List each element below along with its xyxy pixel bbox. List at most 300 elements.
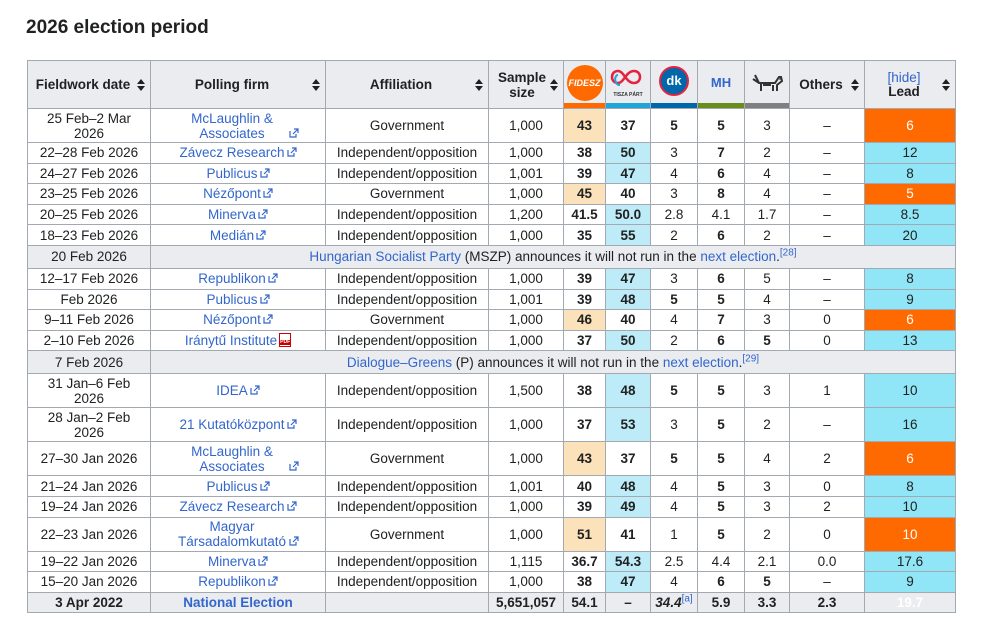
external-link-icon <box>258 556 268 566</box>
dk-number: 34.4 <box>655 595 682 611</box>
lead-value: 8 <box>865 268 956 289</box>
sample-size-cell: 1,000 <box>489 496 564 517</box>
fidesz-color-bar <box>564 103 605 108</box>
affiliation-cell: Independent/opposition <box>326 374 489 408</box>
others-value: – <box>790 184 865 205</box>
dk-logo: dk <box>659 66 689 96</box>
election-result-row <box>28 592 956 613</box>
external-link-icon <box>263 314 273 324</box>
affiliation-cell: Independent/opposition <box>326 476 489 497</box>
pdf-icon <box>279 333 291 347</box>
tisza-logo-icon <box>608 67 648 89</box>
tisza-color-bar <box>606 103 650 108</box>
fidesz-value: 39 <box>564 163 606 184</box>
fidesz-value: 54.1 <box>564 592 606 613</box>
sample-size-cell: 1,200 <box>489 204 564 225</box>
external-link-icon <box>268 576 278 586</box>
reference-link[interactable]: [28] <box>779 247 797 259</box>
dk-value <box>651 310 698 331</box>
fidesz-value: 41.5 <box>564 204 606 225</box>
polling-firm-link[interactable]: 21 Kutatóközpont <box>179 417 285 433</box>
party-link[interactable]: Hungarian Socialist Party <box>309 249 461 265</box>
tisza-value: 48 <box>606 476 651 497</box>
footnote-link[interactable]: [a] <box>681 593 693 605</box>
party-link[interactable]: Dialogue–Greens <box>346 354 452 370</box>
affiliation-cell <box>326 592 489 613</box>
poll-row <box>28 204 956 225</box>
mh-logo: MH <box>710 75 732 90</box>
fidesz-value: 40 <box>564 476 606 497</box>
table-body <box>28 109 956 613</box>
mkkp-value: 1.7 <box>745 204 790 225</box>
sample-size-cell: 1,001 <box>489 289 564 310</box>
mh-value: 5 <box>698 476 745 497</box>
mkkp-value: 3 <box>745 496 790 517</box>
affiliation-cell: Independent/opposition <box>326 572 489 593</box>
affiliation-cell: Independent/opposition <box>326 225 489 246</box>
hide-link[interactable]: [hide] <box>887 69 921 85</box>
polling-firm-link[interactable]: National Election <box>183 595 293 611</box>
sample-size-cell: 1,000 <box>489 442 564 476</box>
mkkp-value: 3 <box>745 374 790 408</box>
tisza-value: 40 <box>606 184 651 205</box>
mh-value: 4.4 <box>698 551 745 572</box>
others-value: – <box>790 572 865 593</box>
external-link-icon <box>289 536 299 546</box>
dk-number: 2 <box>670 333 678 349</box>
tisza-value: 55 <box>606 225 651 246</box>
date-cell: Feb 2026 <box>28 289 151 310</box>
date-cell: 20 Feb 2026 <box>28 245 151 268</box>
poll-row <box>28 143 956 164</box>
lead-value: 9 <box>865 572 956 593</box>
dk-number: 1 <box>670 526 678 542</box>
lead-value: 5 <box>865 184 956 205</box>
lead-value: 17.6 <box>865 551 956 572</box>
date-cell: 19–22 Jan 2026 <box>28 551 151 572</box>
lead-value: 10 <box>865 517 956 551</box>
header-dk[interactable] <box>651 61 698 109</box>
next-election-link[interactable]: next election <box>662 354 739 370</box>
date-cell: 22–23 Jan 2026 <box>28 517 151 551</box>
mkkp-value: 4 <box>745 184 790 205</box>
lead-value: 20 <box>865 225 956 246</box>
header-mkkp[interactable] <box>745 61 790 109</box>
firm-cell <box>151 330 326 351</box>
mh-color-bar <box>698 103 744 108</box>
affiliation-cell: Independent/opposition <box>326 496 489 517</box>
tisza-value: 41 <box>606 517 651 551</box>
polling-firm-link[interactable]: Magyar Társadalomkutató <box>177 519 287 550</box>
dk-value <box>651 592 698 613</box>
lead-value: 6 <box>865 109 956 143</box>
polling-firm-link[interactable]: Nézőpont <box>203 186 261 202</box>
others-value: 0 <box>790 476 865 497</box>
mkkp-value: 5 <box>745 330 790 351</box>
date-cell: 3 Apr 2022 <box>28 592 151 613</box>
header-row <box>28 61 956 109</box>
dk-value <box>651 408 698 442</box>
dk-value <box>651 442 698 476</box>
poll-row <box>28 551 956 572</box>
affiliation-cell: Independent/opposition <box>326 163 489 184</box>
fidesz-value: 35 <box>564 225 606 246</box>
lead-value: 16 <box>865 408 956 442</box>
mh-value: 7 <box>698 143 745 164</box>
event-text: (P) announces it will not run in the <box>451 354 663 370</box>
affiliation-cell: Independent/opposition <box>326 330 489 351</box>
event-row <box>28 245 956 268</box>
section-title: 2026 election period <box>26 17 209 38</box>
dk-number: 5 <box>670 118 678 133</box>
poll-row <box>28 496 956 517</box>
fidesz-value: 37 <box>564 330 606 351</box>
tisza-value: 50.0 <box>606 204 651 225</box>
external-link-icon <box>256 230 266 240</box>
mkkp-value: 2 <box>745 517 790 551</box>
external-link-icon <box>268 273 278 283</box>
dk-value <box>651 109 698 143</box>
others-value: 2.3 <box>790 592 865 613</box>
affiliation-cell: Government <box>326 109 489 143</box>
event-description <box>151 351 956 374</box>
firm-cell <box>151 204 326 225</box>
date-cell: 18–23 Feb 2026 <box>28 225 151 246</box>
header-tisza[interactable] <box>606 61 651 109</box>
mkkp-value: 3.3 <box>745 592 790 613</box>
lead-value: 10 <box>865 374 956 408</box>
tisza-value: 50 <box>606 330 651 351</box>
external-link-icon <box>250 385 260 395</box>
firm-cell <box>151 143 326 164</box>
polling-firm-link[interactable]: Republikon <box>198 574 266 590</box>
fidesz-value: 37 <box>564 408 606 442</box>
others-value: – <box>790 143 865 164</box>
others-value: – <box>790 268 865 289</box>
mkkp-value: 4 <box>745 442 790 476</box>
others-value: 2 <box>790 496 865 517</box>
header-sample-size[interactable]: Sample size <box>489 61 564 109</box>
mkkp-value: 2.1 <box>745 551 790 572</box>
polling-firm-link[interactable]: McLaughlin & Associates <box>191 443 273 474</box>
header-mh[interactable] <box>698 61 745 109</box>
fidesz-value: 45 <box>564 184 606 205</box>
firm-cell <box>151 517 326 551</box>
lead-value: 9 <box>865 289 956 310</box>
poll-row <box>28 289 956 310</box>
dk-color-bar <box>651 103 697 108</box>
mkkp-value: 5 <box>745 268 790 289</box>
polling-table <box>27 60 956 613</box>
mh-value: 4.1 <box>698 204 745 225</box>
others-value: – <box>790 109 865 143</box>
date-cell: 7 Feb 2026 <box>28 351 151 374</box>
affiliation-cell: Government <box>326 442 489 476</box>
header-date[interactable]: Fieldwork date <box>28 61 151 109</box>
mh-value: 5 <box>698 496 745 517</box>
fidesz-value: 36.7 <box>564 551 606 572</box>
two-tailed-dog-icon <box>749 71 785 95</box>
lead-value: 8 <box>865 476 956 497</box>
mh-value: 5 <box>698 408 745 442</box>
polling-firm-link[interactable]: Minerva <box>207 553 256 569</box>
date-cell: 9–11 Feb 2026 <box>28 310 151 331</box>
date-cell: 21–24 Jan 2026 <box>28 476 151 497</box>
sample-size-cell: 1,000 <box>489 109 564 143</box>
poll-row <box>28 268 956 289</box>
mh-value: 5 <box>698 289 745 310</box>
dk-number: 5 <box>670 291 678 307</box>
event-text: (MSZP) announces it will not run in the <box>460 249 701 265</box>
external-link-icon <box>263 188 273 198</box>
others-value: – <box>790 225 865 246</box>
lead-value: 6 <box>865 442 956 476</box>
sample-size-cell: 1,500 <box>489 374 564 408</box>
dk-number: 5 <box>670 451 678 467</box>
poll-row <box>28 184 956 205</box>
poll-row <box>28 163 956 184</box>
polling-firm-link[interactable]: Medián <box>209 227 255 243</box>
polling-firm-link[interactable]: McLaughlin & Associates <box>191 110 273 141</box>
polling-firm-link[interactable]: Závecz Research <box>179 499 285 515</box>
fidesz-value: 46 <box>564 310 606 331</box>
tisza-value: 53 <box>606 408 651 442</box>
firm-cell <box>151 268 326 289</box>
header-fidesz[interactable] <box>564 61 606 109</box>
tisza-value: 37 <box>606 109 651 143</box>
mh-value: 5 <box>698 442 745 476</box>
tisza-value: 48 <box>606 289 651 310</box>
sample-size-cell: 1,000 <box>489 517 564 551</box>
external-link-icon <box>260 294 270 304</box>
dk-number: 2.8 <box>664 207 684 223</box>
polling-firm-link[interactable]: Publicus <box>206 291 258 307</box>
tisza-value: 47 <box>606 268 651 289</box>
mh-value: 5 <box>698 374 745 408</box>
dk-value <box>651 163 698 184</box>
lead-value: 6 <box>865 310 956 331</box>
affiliation-cell: Independent/opposition <box>326 268 489 289</box>
polling-firm-link[interactable]: Republikon <box>198 271 266 287</box>
header-others[interactable]: Others <box>790 61 865 109</box>
date-cell: 24–27 Feb 2026 <box>28 163 151 184</box>
mkkp-value: 4 <box>745 289 790 310</box>
dk-value <box>651 551 698 572</box>
firm-cell <box>151 109 326 143</box>
header-lead[interactable] <box>865 61 956 109</box>
poll-row <box>28 442 956 476</box>
dk-value <box>651 289 698 310</box>
dk-number: 4 <box>670 574 678 590</box>
dk-number: 3 <box>670 145 678 161</box>
dk-value <box>651 184 698 205</box>
firm-cell <box>151 572 326 593</box>
external-link-icon <box>287 147 297 157</box>
poll-row <box>28 374 956 408</box>
external-link-icon <box>289 461 299 471</box>
firm-cell <box>151 476 326 497</box>
event-row <box>28 351 956 374</box>
affiliation-cell: Independent/opposition <box>326 551 489 572</box>
polling-firm-link[interactable]: Publicus <box>206 165 258 181</box>
fidesz-value: 39 <box>564 289 606 310</box>
event-description <box>151 245 956 268</box>
dk-value <box>651 476 698 497</box>
fidesz-value: 38 <box>564 143 606 164</box>
lead-value: 12 <box>865 143 956 164</box>
lead-value: 8.5 <box>865 204 956 225</box>
dk-number: 2 <box>670 227 678 243</box>
dk-number: 5 <box>670 383 678 399</box>
fidesz-value: 38 <box>564 374 606 408</box>
polling-firm-link[interactable]: Publicus <box>206 478 258 494</box>
sample-size-cell: 1,000 <box>489 310 564 331</box>
sample-size-cell: 1,000 <box>489 330 564 351</box>
header-affiliation[interactable]: Affiliation <box>326 61 489 109</box>
dk-value <box>651 572 698 593</box>
others-value: 0 <box>790 330 865 351</box>
sample-size-cell: 1,000 <box>489 225 564 246</box>
poll-row <box>28 572 956 593</box>
next-election-link[interactable]: next election <box>700 249 777 265</box>
dk-number: 4 <box>670 165 678 181</box>
sample-size-cell: 1,001 <box>489 476 564 497</box>
mh-value: 6 <box>698 268 745 289</box>
others-value: 1 <box>790 374 865 408</box>
tisza-value: 49 <box>606 496 651 517</box>
others-value: 0.0 <box>790 551 865 572</box>
polling-firm-link[interactable]: Iránytű Institute <box>184 333 278 349</box>
reference-link[interactable]: [29] <box>742 353 760 365</box>
mh-value: 5 <box>698 109 745 143</box>
affiliation-cell: Independent/opposition <box>326 408 489 442</box>
dk-number: 4 <box>670 312 678 328</box>
external-link-icon <box>289 128 299 138</box>
poll-row <box>28 330 956 351</box>
mkkp-value: 5 <box>745 572 790 593</box>
dk-value <box>651 143 698 164</box>
date-cell: 19–24 Jan 2026 <box>28 496 151 517</box>
mkkp-value: 3 <box>745 476 790 497</box>
fidesz-value: 43 <box>564 442 606 476</box>
event-text-end: . <box>738 354 743 370</box>
lead-value: 13 <box>865 330 956 351</box>
dk-number: 4 <box>670 478 678 494</box>
mh-value: 5 <box>698 517 745 551</box>
dk-value <box>651 268 698 289</box>
fidesz-value: 39 <box>564 268 606 289</box>
mkkp-value: 2 <box>745 408 790 442</box>
mh-value: 5.9 <box>698 592 745 613</box>
tisza-value: – <box>606 592 651 613</box>
poll-row <box>28 109 956 143</box>
dk-value <box>651 374 698 408</box>
date-cell: 23–25 Feb 2026 <box>28 184 151 205</box>
mkkp-color-bar <box>745 103 789 108</box>
date-cell: 20–25 Feb 2026 <box>28 204 151 225</box>
sample-size-cell: 5,651,057 <box>489 592 564 613</box>
dk-value <box>651 330 698 351</box>
affiliation-cell: Independent/opposition <box>326 289 489 310</box>
polling-firm-link[interactable]: Minerva <box>207 207 256 223</box>
tisza-value: 37 <box>606 442 651 476</box>
dk-value <box>651 496 698 517</box>
mh-value: 6 <box>698 572 745 593</box>
affiliation-cell: Independent/opposition <box>326 143 489 164</box>
sample-size-cell: 1,001 <box>489 163 564 184</box>
external-link-icon <box>258 209 268 219</box>
lead-value: 10 <box>865 496 956 517</box>
dk-value <box>651 517 698 551</box>
polling-firm-link[interactable]: IDEA <box>216 383 248 399</box>
firm-cell <box>151 442 326 476</box>
polling-firm-link[interactable]: Závecz Research <box>179 145 285 161</box>
tisza-value: 50 <box>606 143 651 164</box>
others-value: 2 <box>790 442 865 476</box>
others-value: – <box>790 163 865 184</box>
lead-label: Lead <box>888 83 920 99</box>
dk-number: 2.5 <box>664 553 684 569</box>
date-cell: 15–20 Jan 2026 <box>28 572 151 593</box>
tisza-value: 40 <box>606 310 651 331</box>
dk-number: 3 <box>670 417 678 433</box>
polling-firm-link[interactable]: Nézőpont <box>203 312 261 328</box>
external-link-icon <box>260 481 270 491</box>
sample-size-cell: 1,000 <box>489 143 564 164</box>
sample-size-cell: 1,000 <box>489 408 564 442</box>
mh-value: 7 <box>698 310 745 331</box>
date-cell: 22–28 Feb 2026 <box>28 143 151 164</box>
fidesz-value: 43 <box>564 109 606 143</box>
firm-cell <box>151 592 326 613</box>
lead-value: 19.7 <box>865 592 956 613</box>
firm-cell <box>151 408 326 442</box>
mkkp-value: 2 <box>745 225 790 246</box>
sample-size-cell: 1,115 <box>489 551 564 572</box>
affiliation-cell: Government <box>326 517 489 551</box>
fidesz-value: 39 <box>564 496 606 517</box>
dk-number: 4 <box>670 499 678 515</box>
fidesz-value: 51 <box>564 517 606 551</box>
event-text-end: . <box>776 249 780 265</box>
header-polling-firm[interactable]: Polling firm <box>151 61 326 109</box>
affiliation-cell: Government <box>326 310 489 331</box>
external-link-icon <box>287 501 297 511</box>
tisza-value: 47 <box>606 572 651 593</box>
mkkp-value: 4 <box>745 163 790 184</box>
poll-row <box>28 408 956 442</box>
firm-cell <box>151 551 326 572</box>
sample-size-cell: 1,000 <box>489 268 564 289</box>
others-value: – <box>790 289 865 310</box>
tisza-logo-text: TISZA PÁRT <box>613 92 643 98</box>
others-value: 0 <box>790 310 865 331</box>
others-value: – <box>790 408 865 442</box>
external-link-icon <box>287 419 297 429</box>
dk-value <box>651 204 698 225</box>
tisza-value: 47 <box>606 163 651 184</box>
firm-cell <box>151 184 326 205</box>
mh-value: 8 <box>698 184 745 205</box>
firm-cell <box>151 374 326 408</box>
fidesz-logo: FIDESZ <box>567 65 603 101</box>
affiliation-cell: Independent/opposition <box>326 204 489 225</box>
sample-size-cell: 1,000 <box>489 184 564 205</box>
mh-value: 6 <box>698 163 745 184</box>
date-cell: 31 Jan–6 Feb 2026 <box>28 374 151 408</box>
firm-cell <box>151 289 326 310</box>
date-cell: 12–17 Feb 2026 <box>28 268 151 289</box>
